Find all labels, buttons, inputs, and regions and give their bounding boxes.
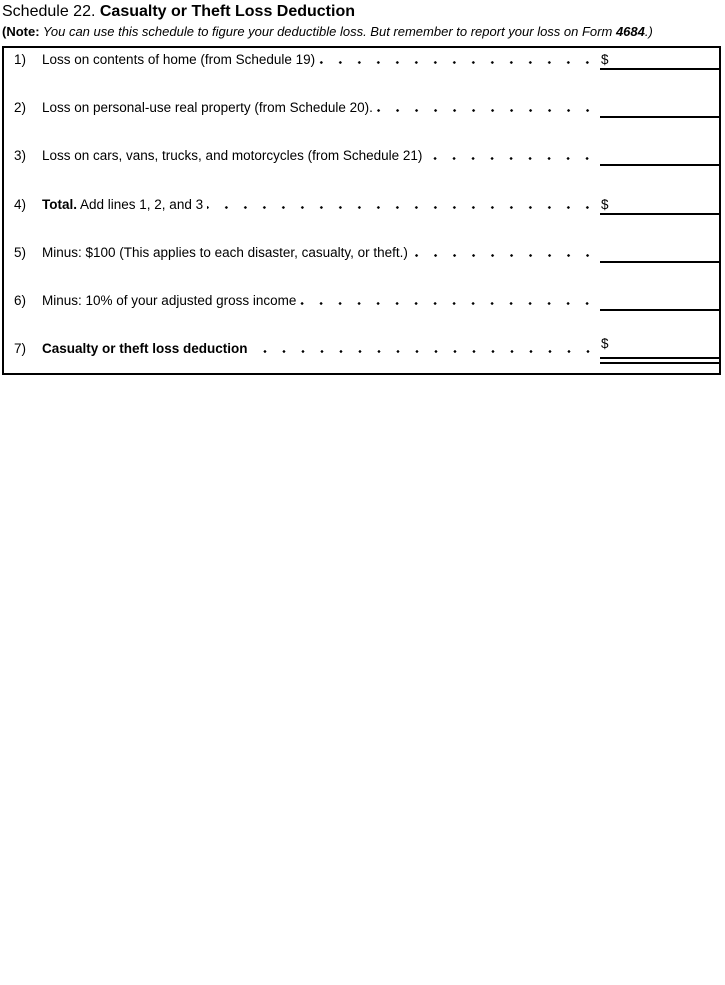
schedule-box	[2, 46, 721, 375]
dot-leader	[252, 342, 600, 364]
dollar-sign: $	[601, 197, 609, 212]
amount-field-line-7[interactable]	[600, 336, 719, 364]
note-form-number: 4684	[615, 24, 645, 39]
amount-field-line-5[interactable]	[600, 241, 719, 263]
line-number: 5)	[14, 245, 27, 260]
form-row-3	[4, 144, 719, 166]
dot-leader	[300, 289, 600, 311]
form-note	[2, 24, 653, 40]
form-row-5	[4, 241, 719, 263]
note-suffix: .)	[644, 24, 653, 39]
form-row-1	[4, 48, 719, 70]
amount-field-line-4[interactable]	[600, 193, 719, 215]
note-body: You can use this schedule to figure your deductible loss. But remember to report your loss on Form	[39, 24, 616, 39]
line-number: 4)	[14, 197, 27, 212]
amount-field-line-1[interactable]	[600, 48, 719, 70]
note-prefix: (Note:	[2, 24, 40, 39]
line-label: Minus: 10% of your adjusted gross income	[42, 293, 297, 308]
line-number: 2)	[14, 100, 27, 115]
dollar-sign: $	[601, 52, 609, 67]
form-row-6	[4, 289, 719, 311]
dollar-sign: $	[601, 336, 609, 351]
dot-leader	[207, 193, 600, 215]
line-number: 7)	[14, 341, 27, 356]
dot-leader	[412, 241, 600, 263]
line-number: 3)	[14, 148, 27, 163]
page-title	[2, 3, 355, 21]
line-label: Total. Add lines 1, 2, and 3	[42, 197, 204, 212]
dot-leader	[319, 48, 600, 70]
amount-field-line-2[interactable]	[600, 96, 719, 118]
form-title: Casualty or Theft Loss Deduction	[99, 3, 355, 20]
line-label: Loss on cars, vans, trucks, and motorcycles (from Schedule 21)	[42, 148, 423, 163]
dot-leader	[377, 96, 600, 118]
dot-leader	[426, 144, 600, 166]
line-number: 1)	[14, 52, 27, 67]
line-label: Minus: $100 (This applies to each disaster, casualty, or theft.)	[42, 245, 408, 260]
line-label: Loss on contents of home (from Schedule 19)	[42, 52, 316, 67]
amount-field-line-6[interactable]	[600, 289, 719, 311]
schedule-label: Schedule 22.	[2, 3, 96, 20]
line-number: 6)	[14, 293, 27, 308]
line-label: Loss on personal-use real property (from Schedule 20).	[42, 100, 373, 115]
form-row-7	[4, 336, 719, 364]
amount-field-line-3[interactable]	[600, 144, 719, 166]
form-row-4	[4, 193, 719, 215]
line-label: Casualty or theft loss deduction	[42, 341, 248, 356]
form-row-2	[4, 96, 719, 118]
